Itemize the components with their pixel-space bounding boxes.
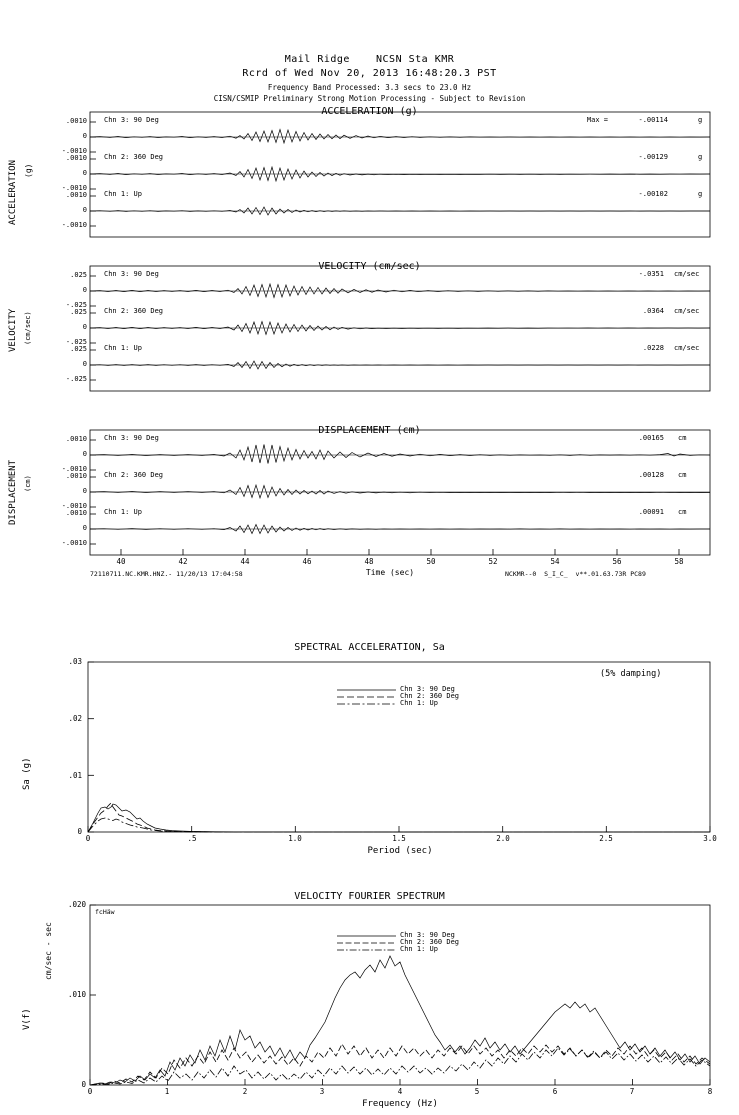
sa-ylabel: Sa (g) xyxy=(22,757,32,790)
disp-ytick-0: .0010 xyxy=(65,435,87,443)
time-tick-7: 54 xyxy=(550,557,560,566)
velocity-axis-units: (cm/sec) xyxy=(24,311,32,345)
vel-chn1-label: Chn 1: Up xyxy=(104,344,142,352)
sa-ytick-2: .02 xyxy=(68,714,82,723)
accel-ytick-4: 0 xyxy=(82,169,87,177)
sa-legend-item-1: Chn 2: 360 Deg xyxy=(400,692,460,700)
vel-ytick-1: 0 xyxy=(82,286,87,294)
vel-chn1-peak: .0228 xyxy=(642,344,664,352)
fs-xtick-3: 3 xyxy=(319,1087,325,1096)
fs-ytick-1: .010 xyxy=(67,990,86,999)
accel-chn2-units: g xyxy=(698,153,703,161)
vel-ytick-0: .025 xyxy=(70,271,87,279)
vel-chn3-units: cm/sec xyxy=(674,270,700,278)
accel-ytick-2: -.0010 xyxy=(61,147,87,155)
displacement-axis-label: DISPLACEMENT xyxy=(8,459,18,525)
accel-chn1-units: g xyxy=(698,190,703,198)
accel-ytick-1: 0 xyxy=(82,132,87,140)
acceleration-axis-units: (g) xyxy=(24,163,33,178)
accel-chn3-peak: -.00114 xyxy=(638,116,668,124)
time-tick-3: 46 xyxy=(302,557,312,566)
sa-legend-item-0: Chn 3: 90 Deg xyxy=(400,685,455,693)
vel-ytick-2: -.025 xyxy=(65,301,87,309)
disp-chn1-label: Chn 1: Up xyxy=(104,508,142,516)
fs-xlabel: Frequency (Hz) xyxy=(362,1099,438,1109)
time-tick-5: 50 xyxy=(426,557,436,566)
velocity-title: VELOCITY (cm/sec) xyxy=(318,261,421,272)
footer-left: 72110711.NC.KMR.HNZ.- 11/20/13 17:04:58 xyxy=(90,570,243,578)
sa-xtick-3: 1.5 xyxy=(392,834,406,843)
fs-xtick-5: 5 xyxy=(474,1087,480,1096)
vel-ytick-3: .025 xyxy=(70,308,87,316)
accel-ytick-6: .0010 xyxy=(65,191,87,199)
disp-ytick-5: -.0010 xyxy=(61,502,87,510)
vel-chn2-peak: .0364 xyxy=(642,307,664,315)
accel-chn2-label: Chn 2: 360 Deg xyxy=(104,153,164,161)
sa-legend-item-2: Chn 1: Up xyxy=(400,699,438,707)
time-tick-9: 58 xyxy=(674,557,684,566)
time-tick-1: 42 xyxy=(178,557,188,566)
sa-xlabel: Period (sec) xyxy=(367,846,433,856)
sa-xtick-2: 1.0 xyxy=(288,834,302,843)
vel-ytick-6: .025 xyxy=(70,345,87,353)
sa-ytick-1: .01 xyxy=(68,771,82,780)
velocity-axis-label: VELOCITY xyxy=(8,308,18,352)
acceleration-axis-label: ACCELERATION xyxy=(8,159,18,225)
vel-chn2-units: cm/sec xyxy=(674,307,700,315)
vel-ytick-4: 0 xyxy=(82,323,87,331)
disp-chn3-units: cm xyxy=(678,434,687,442)
fs-legend-item-0: Chn 3: 90 Deg xyxy=(400,931,455,939)
accel-max-label: Max = xyxy=(586,116,608,124)
time-tick-8: 56 xyxy=(612,557,622,566)
accel-chn1-label: Chn 1: Up xyxy=(104,190,142,198)
vel-ytick-7: 0 xyxy=(82,360,87,368)
vel-chn1-units: cm/sec xyxy=(674,344,700,352)
sa-xtick-4: 2.0 xyxy=(496,834,510,843)
disp-ytick-4: 0 xyxy=(82,487,87,495)
disp-ytick-1: 0 xyxy=(82,450,87,458)
fs-xtick-7: 7 xyxy=(629,1087,635,1096)
fs-xtick-0: 0 xyxy=(87,1087,93,1096)
processing-note: CISN/CSMIP Preliminary Strong Motion Processing - Subject to Revision xyxy=(213,94,526,103)
fs-legend-item-2: Chn 1: Up xyxy=(400,945,438,953)
sa-ytick-3: .03 xyxy=(68,657,82,666)
time-tick-6: 52 xyxy=(488,557,498,566)
sa-xtick-1: .5 xyxy=(187,834,197,843)
accel-ytick-8: -.0010 xyxy=(61,221,87,229)
time-tick-2: 44 xyxy=(240,557,250,566)
disp-chn2-units: cm xyxy=(678,471,687,479)
accel-ytick-3: .0010 xyxy=(65,154,87,162)
acceleration-title: ACCELERATION (g) xyxy=(321,106,418,117)
accel-ytick-5: -.0010 xyxy=(61,184,87,192)
disp-chn2-label: Chn 2: 360 Deg xyxy=(104,471,164,479)
accel-chn3-label: Chn 3: 90 Deg xyxy=(104,116,159,124)
accel-chn1-peak: -.00102 xyxy=(638,190,668,198)
disp-chn3-peak: .00165 xyxy=(638,434,664,442)
fs-ytick-0: 0 xyxy=(81,1080,86,1089)
displacement-title: DISPLACEMENT (cm) xyxy=(318,425,421,436)
report-title: Mail Ridge NCSN Sta KMR xyxy=(284,54,455,65)
fs-xtick-4: 4 xyxy=(397,1087,403,1096)
fs-chart-title: VELOCITY FOURIER SPECTRUM xyxy=(294,891,445,902)
fs-ylabel: V(f) xyxy=(22,1008,32,1030)
record-datetime: Rcrd of Wed Nov 20, 2013 16:48:20.3 PST xyxy=(242,68,497,79)
accel-chn3-units: g xyxy=(698,116,703,124)
sa-chart-title: SPECTRAL ACCELERATION, Sa xyxy=(294,642,445,653)
fs-xtick-8: 8 xyxy=(707,1087,713,1096)
footer-right: NCKMR--0 S_I_C_ v**.01.63.73R PC89 xyxy=(505,570,646,578)
vel-ytick-5: -.025 xyxy=(65,338,87,346)
sa-ytick-0: 0 xyxy=(77,827,82,836)
displacement-axis-units: (cm) xyxy=(24,475,32,492)
fs-xtick-2: 2 xyxy=(242,1087,248,1096)
disp-ytick-6: .0010 xyxy=(65,509,87,517)
vel-ytick-8: -.025 xyxy=(65,375,87,383)
vel-chn3-label: Chn 3: 90 Deg xyxy=(104,270,159,278)
fs-xtick-1: 1 xyxy=(164,1087,170,1096)
sa-xtick-6: 3.0 xyxy=(703,834,717,843)
sa-xtick-5: 2.5 xyxy=(599,834,613,843)
vel-chn2-label: Chn 2: 360 Deg xyxy=(104,307,164,315)
sa-damping-annotation: (5% damping) xyxy=(600,669,662,679)
fs-ytick-2: .020 xyxy=(67,900,86,909)
disp-chn3-label: Chn 3: 90 Deg xyxy=(104,434,159,442)
accel-chn2-peak: -.00129 xyxy=(638,153,668,161)
disp-ytick-2: -.0010 xyxy=(61,465,87,473)
accel-ytick-0: .0010 xyxy=(65,117,87,125)
disp-chn1-units: cm xyxy=(678,508,687,516)
disp-chn1-peak: .00091 xyxy=(638,508,664,516)
sa-xtick-0: 0 xyxy=(85,834,91,843)
fs-ylabel-units: cm/sec - sec xyxy=(44,922,53,980)
footer-time-axis-label: Time (sec) xyxy=(365,568,415,577)
fs-corner-label: fcHäw xyxy=(95,908,115,916)
time-tick-0: 40 xyxy=(116,557,126,566)
fs-xtick-6: 6 xyxy=(552,1087,558,1096)
fs-legend-item-1: Chn 2: 360 Deg xyxy=(400,938,460,946)
accel-ytick-7: 0 xyxy=(82,206,87,214)
vel-chn3-peak: -.0351 xyxy=(638,270,664,278)
disp-chn2-peak: .00128 xyxy=(638,471,664,479)
disp-ytick-3: .0010 xyxy=(65,472,87,480)
disp-ytick-8: -.0010 xyxy=(61,539,87,547)
frequency-band-note: Frequency Band Processed: 3.3 secs to 23.0 Hz xyxy=(267,83,472,92)
time-tick-4: 48 xyxy=(364,557,374,566)
disp-ytick-7: 0 xyxy=(82,524,87,532)
